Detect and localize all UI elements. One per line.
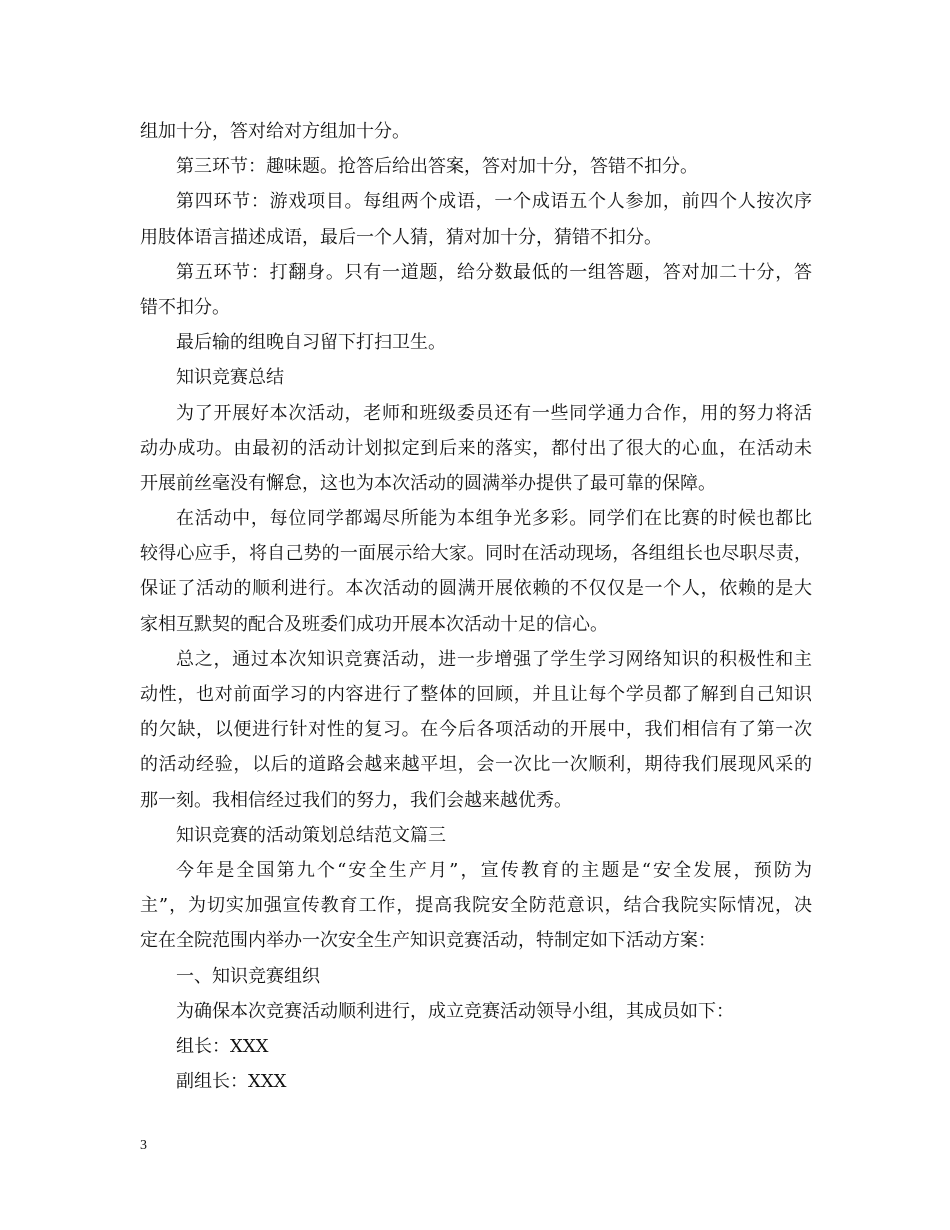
text-line: 第四环节：游戏项目。每组两个成语，一个成语五个人参加，前四个人按次序 [176, 191, 812, 213]
text-line: 的活动经验，以后的道路会越来越平坦，会一次比一次顺利，期待我们展现风采的 [140, 754, 812, 776]
text-line: 最后输的组晚自习留下打扫卫生。 [176, 332, 446, 354]
text-line: 为了开展好本次活动，老师和班级委员还有一些同学通力合作，用的努力将活 [176, 402, 812, 424]
text-line: 开展前丝毫没有懈怠，这也为本次活动的圆满举办提供了最可靠的保障。 [140, 472, 716, 494]
text-line: 在活动中，每位同学都竭尽所能为本组争光多彩。同学们在比赛的时候也都比 [176, 508, 812, 530]
text-line: 第三环节：趣味题。抢答后给出答案，答对加十分，答错不扣分。 [176, 156, 698, 178]
text-line: 保证了活动的顺利进行。本次活动的圆满开展依赖的不仅仅是一个人，依赖的是大 [140, 578, 812, 600]
text-line: 第五环节：打翻身。只有一道题，给分数最低的一组答题，答对加二十分，答 [176, 261, 812, 283]
text-line: 主”，为切实加强宣传教育工作，提高我院安全防范意识，结合我院实际情况，决 [140, 895, 812, 917]
text-line: 今年是全国第九个“安全生产月”，宣传教育的主题是“安全发展，预防为 [176, 859, 812, 881]
text-line: 知识竞赛的活动策划总结范文篇三 [176, 824, 446, 846]
text-line: 的欠缺，以便进行针对性的复习。在今后各项活动的开展中，我们相信有了第一次 [140, 719, 812, 741]
text-line: 动办成功。由最初的活动计划拟定到后来的落实，都付出了很大的心血，在活动未 [140, 437, 812, 459]
text-line: 组长：XXX [176, 1035, 269, 1057]
page-number: 3 [140, 1138, 147, 1153]
text-line: 组加十分，答对给对方组加十分。 [140, 121, 410, 142]
text-line: 总之，通过本次知识竞赛活动，进一步增强了学生学习网络知识的积极性和主 [176, 648, 812, 670]
text-line: 副组长：XXX [176, 1071, 287, 1093]
text-line: 知识竞赛总结 [176, 367, 284, 389]
text-line: 为确保本次竞赛活动顺利进行，成立竞赛活动领导小组，其成员如下： [176, 1000, 734, 1022]
text-line: 较得心应手，将自己势的一面展示给大家。同时在活动现场，各组组长也尽职尽责， [140, 543, 812, 565]
text-line: 定在全院范围内举办一次安全生产知识竞赛活动，特制定如下活动方案： [140, 930, 716, 952]
text-line: 用肢体语言描述成语，最后一个人猜，猜对加十分，猜错不扣分。 [140, 226, 662, 248]
text-line: 一、知识竞赛组织 [176, 965, 320, 987]
text-line: 动性，也对前面学习的内容进行了整体的回顾，并且让每个学员都了解到自己知识 [140, 684, 812, 705]
document-body [140, 114, 812, 1099]
text-line: 那一刻。我相信经过我们的努力，我们会越来越优秀。 [140, 789, 572, 811]
text-line: 错不扣分。 [140, 296, 230, 318]
text-line: 家相互默契的配合及班委们成功开展本次活动十足的信心。 [140, 613, 608, 635]
